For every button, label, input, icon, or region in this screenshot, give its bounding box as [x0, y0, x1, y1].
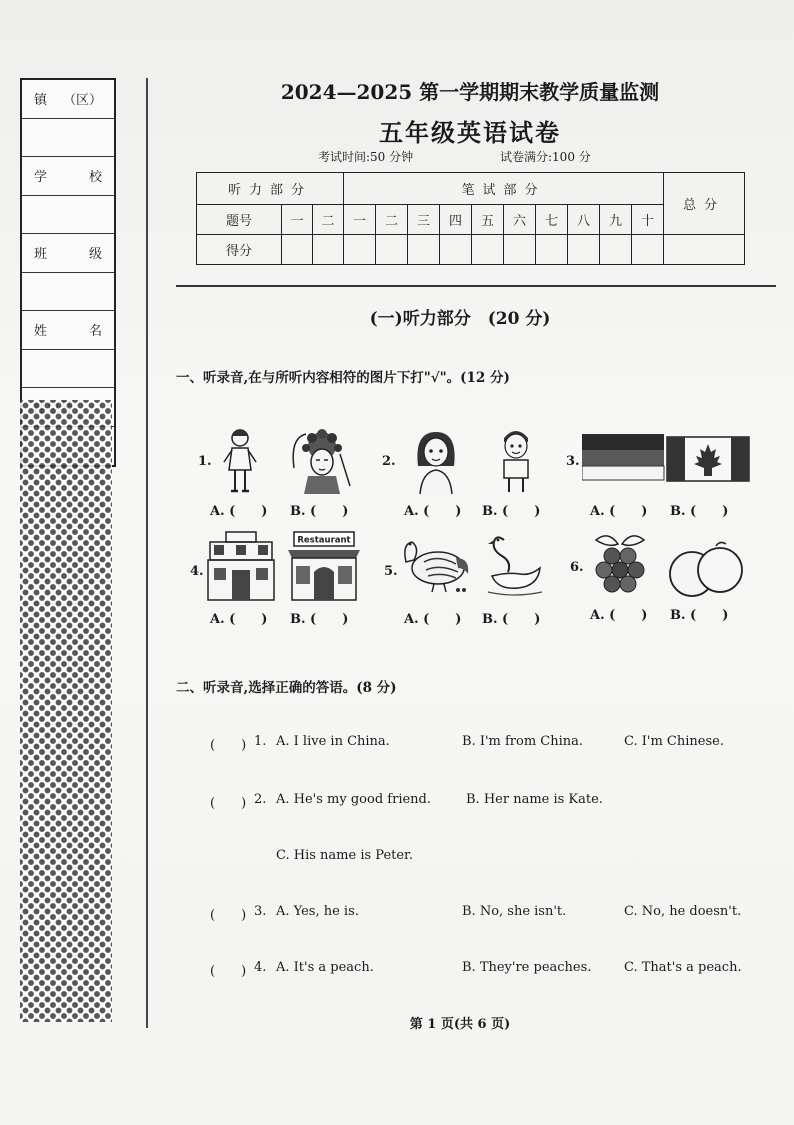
field-label: （区） — [62, 93, 102, 109]
item-number: 1. — [198, 454, 212, 469]
total-score-cell[interactable] — [664, 235, 745, 265]
part2-heading: 二、听录音,选择正确的答语。(8 分) — [176, 680, 397, 696]
col-writing: 三 — [408, 205, 440, 235]
col-writing: 二 — [376, 205, 408, 235]
exam-time: 考试时间:50 分钟 — [318, 150, 414, 164]
peking-opera-mask-icon — [286, 424, 358, 496]
col-writing: 七 — [536, 205, 568, 235]
score-table — [196, 172, 745, 265]
score-cell[interactable] — [282, 235, 313, 265]
field-label: 班 — [34, 247, 48, 263]
boy-icon — [494, 424, 538, 496]
col-writing: 六 — [504, 205, 536, 235]
question-number: 2. — [254, 792, 267, 807]
col-writing: 十 — [632, 205, 664, 235]
divider — [176, 285, 776, 287]
option-c-text: C. That's a peach. — [624, 960, 742, 975]
option-a[interactable]: A. ( ) — [590, 608, 648, 623]
col-writing: 八 — [568, 205, 600, 235]
score-cell[interactable] — [376, 235, 408, 265]
score-row — [197, 235, 745, 265]
score-cell[interactable] — [408, 235, 440, 265]
option-b[interactable]: B. ( ) — [290, 612, 349, 627]
grapes-icon — [588, 530, 652, 596]
item-number: 2. — [382, 454, 396, 469]
score-table-header-row — [197, 173, 745, 205]
option-c-text: C. No, he doesn't. — [624, 904, 742, 919]
field-school — [22, 157, 114, 196]
field-class — [22, 234, 114, 273]
score-cell[interactable] — [632, 235, 664, 265]
score-cell[interactable] — [440, 235, 472, 265]
item-number: 5. — [384, 564, 398, 579]
row-label-score: 得分 — [197, 235, 282, 265]
binding-line — [146, 78, 148, 1028]
answer-blank[interactable]: ( ) — [210, 908, 247, 923]
answer-blank[interactable]: ( ) — [210, 796, 247, 811]
item-number: 4. — [190, 564, 204, 579]
girl-icon — [218, 424, 262, 496]
col-writing: 五 — [472, 205, 504, 235]
oranges-icon — [668, 538, 746, 598]
score-cell[interactable] — [600, 235, 632, 265]
score-cell[interactable] — [344, 235, 376, 265]
option-c-text: C. I'm Chinese. — [624, 734, 724, 749]
canada-flag-icon — [666, 436, 752, 484]
question-number: 3. — [254, 904, 267, 919]
question-number: 4. — [254, 960, 267, 975]
field-label: 姓 — [34, 324, 48, 340]
option-a[interactable]: A. ( ) — [404, 612, 462, 627]
restaurant-icon — [286, 530, 362, 602]
option-a-text: A. Yes, he is. — [276, 904, 359, 919]
answer-blank[interactable]: ( ) — [210, 738, 247, 753]
full-score: 试卷满分:100 分 — [500, 150, 591, 164]
score-cell[interactable] — [504, 235, 536, 265]
swan-icon — [484, 532, 544, 598]
option-a[interactable]: A. ( ) — [404, 504, 462, 519]
field-label: 级 — [88, 247, 102, 263]
option-a-text: A. It's a peach. — [276, 960, 374, 975]
section-title: (一)听力部分 (20 分) — [369, 309, 551, 329]
binding-dot-pattern — [20, 400, 112, 1022]
option-b[interactable]: B. ( ) — [670, 608, 729, 623]
part1-heading: 一、听录音,在与所听内容相符的图片下打"√"。(12 分) — [176, 370, 510, 386]
option-a[interactable]: A. ( ) — [210, 612, 268, 627]
writing-header: 笔试部分 — [344, 173, 664, 205]
option-b[interactable]: B. ( ) — [482, 504, 541, 519]
option-b-text: B. They're peaches. — [462, 960, 592, 975]
row-label-question: 题号 — [197, 205, 282, 235]
field-school-blank[interactable] — [22, 196, 114, 235]
option-b-text: B. Her name is Kate. — [466, 792, 603, 807]
option-b[interactable]: B. ( ) — [290, 504, 349, 519]
exam-title: 2024—2025 第一学期期末教学质量监测 — [280, 80, 660, 104]
score-cell[interactable] — [313, 235, 344, 265]
answer-blank[interactable]: ( ) — [210, 964, 247, 979]
option-a-text: A. I live in China. — [276, 734, 390, 749]
score-cell[interactable] — [536, 235, 568, 265]
field-town — [22, 80, 114, 119]
field-class-blank[interactable] — [22, 273, 114, 312]
option-b[interactable]: B. ( ) — [482, 612, 541, 627]
field-name-blank[interactable] — [22, 350, 114, 389]
listening-header: 听力部分 — [197, 173, 344, 205]
option-a-text: A. He's my good friend. — [276, 792, 431, 807]
question-number-row — [197, 205, 745, 235]
restaurant-sign-text: Restaurant — [297, 535, 351, 546]
item-number: 6. — [570, 560, 584, 575]
paper-title: 五年级英语试卷 — [379, 118, 561, 147]
flag-icon — [582, 434, 666, 482]
score-cell[interactable] — [472, 235, 504, 265]
field-town-blank[interactable] — [22, 119, 114, 158]
building-icon — [206, 530, 276, 602]
score-cell[interactable] — [568, 235, 600, 265]
total-header: 总分 — [664, 173, 745, 235]
girl-long-hair-icon — [410, 426, 462, 496]
col-writing: 四 — [440, 205, 472, 235]
option-a[interactable]: A. ( ) — [210, 504, 268, 519]
item-number: 3. — [566, 454, 580, 469]
option-b-text: B. No, she isn't. — [462, 904, 567, 919]
field-name — [22, 311, 114, 350]
col-writing: 一 — [344, 205, 376, 235]
col-listening: 二 — [313, 205, 344, 235]
option-b-text: B. I'm from China. — [462, 734, 584, 749]
field-label: 学 — [34, 170, 48, 186]
option-b[interactable]: B. ( ) — [670, 504, 729, 519]
field-label: 镇 — [34, 93, 48, 109]
turkey-icon — [398, 534, 472, 596]
field-label: 名 — [88, 324, 102, 340]
option-a[interactable]: A. ( ) — [590, 504, 648, 519]
option-c-text: C. His name is Peter. — [276, 848, 413, 863]
question-number: 1. — [254, 734, 267, 749]
col-listening: 一 — [282, 205, 313, 235]
col-writing: 九 — [600, 205, 632, 235]
page-footer: 第 1 页(共 6 页) — [409, 1017, 511, 1032]
field-label: 校 — [88, 170, 102, 186]
